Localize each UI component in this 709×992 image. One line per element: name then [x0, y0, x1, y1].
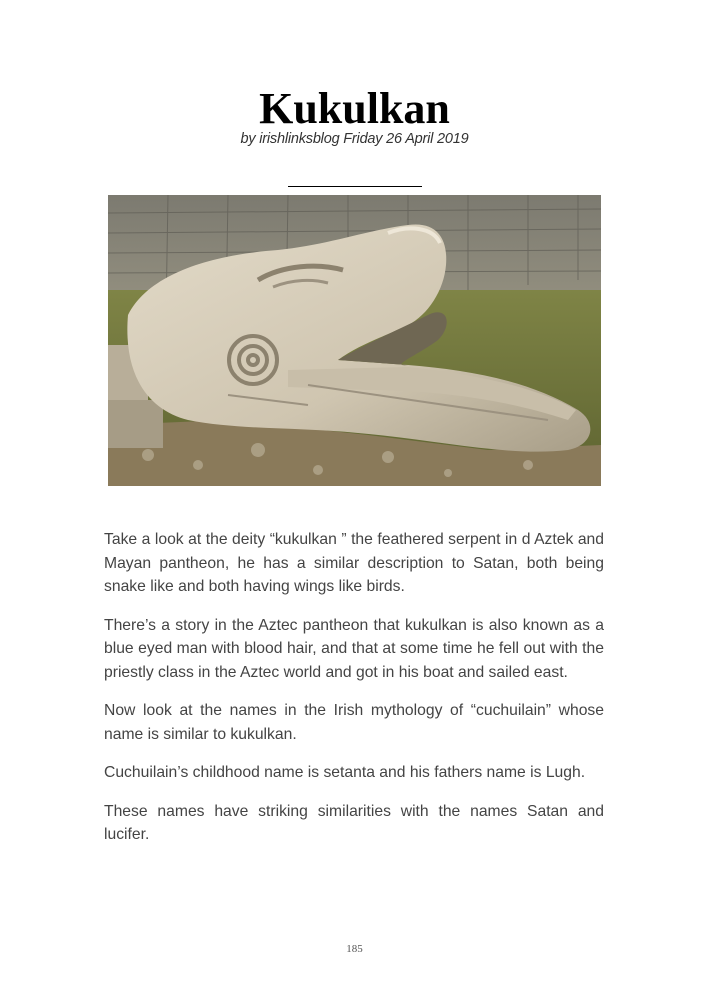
paragraph: Cuchuilain’s childhood name is setanta and his fathers name is Lugh. [104, 764, 586, 781]
paragraph: Take a look at the deity “kukulkan ” the feathered serpent in d Aztek and Mayan pantheon, he has a similar description to Satan, both being snake like and both having wings like birds. [104, 531, 604, 595]
serpent-head-photo [108, 195, 601, 486]
page-number: 185 [346, 943, 363, 955]
paragraph: Now look at the names in the Irish mythology of “cuchuilain” whose name is similar to kukulkan. [104, 702, 604, 743]
page-title: Kukulkan [259, 84, 450, 133]
title-divider [288, 186, 422, 187]
article-body [104, 528, 604, 862]
byline: by irishlinksblog Friday 26 April 2019 [240, 131, 469, 147]
paragraph: There’s a story in the Aztec pantheon that kukulkan is also known as a blue eyed man with blood hair, and that at some time he fell out with the priestly class in the Aztec world and got in his boat and sailed east. [104, 616, 604, 681]
paragraph: These names have striking similarities with the names Satan and lucifer. [104, 802, 604, 843]
